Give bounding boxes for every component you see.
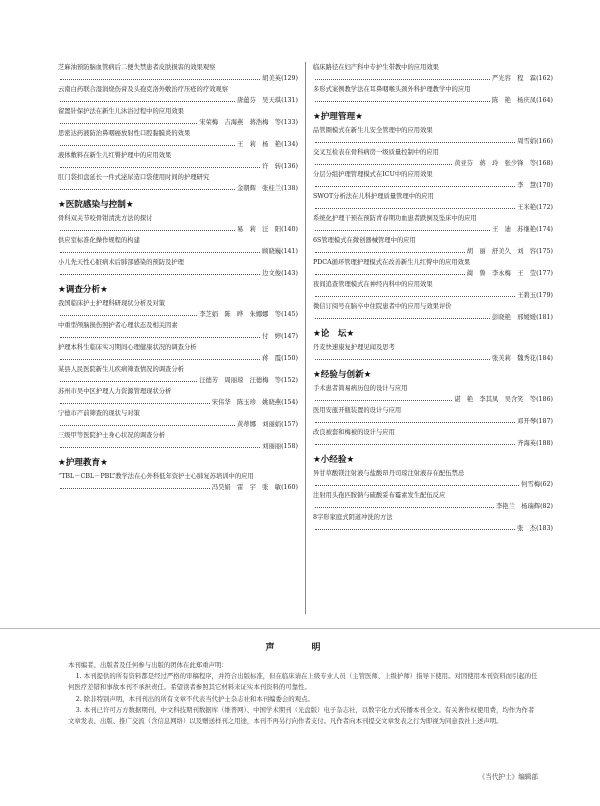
dot-leader bbox=[315, 79, 490, 80]
declaration-title: 声 明 bbox=[265, 643, 335, 653]
article-authors: 何雪梅 bbox=[521, 481, 541, 488]
article-title: 异甘草酸镁注射液与盐酸昂丹司琼注射液存在配伍禁忌 bbox=[313, 470, 465, 477]
leader-line bbox=[58, 397, 298, 408]
dot-leader bbox=[315, 274, 465, 275]
toc-entry[interactable] bbox=[313, 147, 553, 169]
toc-entry[interactable] bbox=[313, 125, 553, 147]
page-number: (62) bbox=[540, 481, 553, 488]
dot-leader bbox=[60, 425, 235, 426]
page-number: (145) bbox=[281, 311, 298, 318]
article-authors: 王 迪 苏继艳 bbox=[491, 226, 537, 233]
article-title: 多形式案例教学法在耳鼻咽喉头颈外科护理教学中的应用 bbox=[313, 86, 471, 93]
toc-entry[interactable] bbox=[58, 235, 298, 257]
article-title: 8字形家庭式阴道冲洗的方法 bbox=[313, 514, 393, 521]
leader-line bbox=[58, 482, 298, 493]
toc-entry[interactable] bbox=[58, 320, 298, 342]
page-number: (129) bbox=[281, 75, 298, 82]
section-heading: ★护理教育★ bbox=[58, 458, 108, 468]
dot-leader bbox=[60, 123, 197, 124]
page-number: (147) bbox=[281, 333, 298, 340]
leader-line bbox=[58, 95, 298, 106]
page-number: (172) bbox=[536, 204, 553, 211]
article-title: 微信订阅号在脑卒中住院患者中的应用与效果评价 bbox=[313, 303, 452, 310]
page-number: (150) bbox=[281, 355, 298, 362]
leader-line bbox=[58, 73, 298, 84]
article-title: 夜间追查管理模式在神经内科中的应用效果 bbox=[313, 281, 433, 288]
leader-line bbox=[313, 353, 553, 364]
toc-entry[interactable] bbox=[313, 490, 553, 512]
article-title: 我国临床护士护理科研现状分析及对策 bbox=[58, 300, 166, 307]
leader-line bbox=[58, 419, 298, 430]
toc-entry[interactable] bbox=[58, 471, 298, 493]
toc-entry[interactable] bbox=[313, 235, 553, 257]
declaration-divider bbox=[0, 628, 600, 629]
article-title: PDCA循环管理护理模式在改善新生儿红臀中的应用效果 bbox=[313, 259, 471, 266]
toc-right-column bbox=[313, 62, 553, 534]
article-title: 三级甲等医院护士身心状况的调查分析 bbox=[58, 432, 166, 439]
dot-leader bbox=[60, 167, 260, 168]
article-title: 交叉互检表在骨科病房一级质量控制中的应用 bbox=[313, 149, 439, 156]
toc-entry[interactable] bbox=[313, 62, 553, 84]
dot-leader bbox=[60, 447, 260, 448]
article-title: 手术患者简易病历包的设计与应用 bbox=[313, 385, 408, 392]
page-number: (170) bbox=[536, 182, 553, 189]
toc-entry[interactable] bbox=[313, 405, 553, 427]
page-number: (133) bbox=[281, 119, 298, 126]
dot-leader bbox=[60, 252, 260, 253]
toc-entry[interactable] bbox=[58, 150, 298, 172]
article-authors: 宋伟华 陈玉珍 姚晓燕 bbox=[211, 399, 282, 406]
toc-entry[interactable] bbox=[58, 364, 298, 386]
toc-entry[interactable] bbox=[313, 512, 553, 534]
article-title: 小儿先天性心脏病术后肺部感染的预防及护理 bbox=[58, 259, 184, 266]
page-number: (188) bbox=[536, 440, 553, 447]
page-number: (186) bbox=[536, 396, 553, 403]
leader-line bbox=[58, 353, 298, 364]
article-authors: 易 莉 汪 阳 bbox=[236, 226, 282, 233]
page-number: (187) bbox=[536, 418, 553, 425]
article-authors: 许 转 bbox=[262, 163, 282, 170]
article-authors: 蒋 霞 bbox=[262, 355, 282, 362]
dot-leader bbox=[315, 186, 515, 187]
toc-entry[interactable] bbox=[313, 468, 553, 490]
article-authors: 李芝娟 陈 晔 朱娜娜 等 bbox=[199, 311, 282, 318]
article-authors: 宋荣梅 吉海燕 蒋浩梅 等 bbox=[199, 119, 282, 126]
article-title: 留置针保护法在新生儿沐浴过程中的应用效果 bbox=[58, 108, 184, 115]
leader-line bbox=[58, 309, 298, 320]
page-number: (157) bbox=[281, 421, 298, 428]
section-heading: ★经验与创新★ bbox=[313, 370, 372, 380]
leader-line bbox=[313, 158, 553, 169]
article-authors: 胡美英 bbox=[262, 75, 282, 82]
leader-line bbox=[313, 438, 553, 449]
article-title: 改良被套和梅被的设计与应用 bbox=[313, 429, 395, 436]
leader-line bbox=[313, 268, 553, 279]
article-authors: 刘丽丽 bbox=[262, 443, 282, 450]
toc-entry[interactable] bbox=[58, 386, 298, 408]
toc-entry[interactable] bbox=[313, 169, 553, 191]
toc-left-column bbox=[58, 62, 298, 493]
page-number: (82) bbox=[540, 503, 553, 510]
page-number: (174) bbox=[536, 226, 553, 233]
section-heading: ★小经验★ bbox=[313, 455, 355, 465]
declaration-item: 3. 本刊已许可万方数据期刊、中文科技期刊数据库（维普网）、中国学术期刊（光盘版）电子杂志社，以数字化方式传播本刊全文。有关著作权使用费，均作为作者文章发表、出版、推广交流（含信息网络）以及赠送样刊之用途，本刊不再另行向作者支付。凡作者向本刊提交文章发表之行为即视为同意我社上述声明。 bbox=[68, 705, 535, 726]
page-number: (177) bbox=[536, 270, 553, 277]
dot-leader bbox=[315, 359, 490, 360]
dot-leader bbox=[315, 208, 515, 209]
article-authors: 王碧玉 bbox=[517, 292, 537, 299]
section-heading: ★医院感染与控制★ bbox=[58, 200, 134, 210]
article-authors: 边文俊 bbox=[262, 270, 282, 277]
declaration-item: 2. 除非特别声明，本刊刊出的所有文章不代表当代护士杂志社和本刊编委会的观点。 bbox=[75, 694, 314, 703]
leader-line bbox=[58, 117, 298, 128]
dot-leader bbox=[60, 359, 260, 360]
article-title: 医用安瓿开瓶装置的设计与应用 bbox=[313, 407, 402, 414]
page-number: (143) bbox=[281, 270, 298, 277]
dot-leader bbox=[60, 189, 235, 190]
leader-line bbox=[313, 416, 553, 427]
article-authors: 胡 丽 舒美久 刘 容 bbox=[466, 248, 537, 255]
page-number: (168) bbox=[536, 160, 553, 167]
page-number: (140) bbox=[281, 226, 298, 233]
article-title: 芝麻油预防脑血管病后二便失禁患者皮肤损害的效果观察 bbox=[58, 64, 216, 71]
article-title: 苏州市吴中区护理人力资源管理现状分析 bbox=[58, 388, 172, 395]
article-title: 某县人民医院新生儿疾病筛查情况的调查分析 bbox=[58, 366, 184, 373]
article-title: 注射用头孢匹胺钠与硫酸妥布霉素发生配伍反应 bbox=[313, 492, 446, 499]
toc-entry[interactable] bbox=[313, 257, 553, 279]
leader-line bbox=[313, 394, 553, 405]
article-authors: 邓开琴 bbox=[517, 418, 537, 425]
article-authors: 金朝辉 张桂兰 bbox=[236, 185, 282, 192]
page-number: (175) bbox=[536, 248, 553, 255]
article-title: 中重型颅脑损伤照护者心理状态及相关因素 bbox=[58, 322, 178, 329]
dot-leader bbox=[60, 101, 235, 102]
dot-leader bbox=[315, 230, 490, 231]
toc-entry[interactable] bbox=[313, 84, 553, 106]
dot-leader bbox=[315, 507, 494, 508]
leader-line bbox=[58, 246, 298, 257]
page-number: (166) bbox=[536, 138, 553, 145]
toc-entry[interactable] bbox=[58, 298, 298, 320]
article-title: 丹麦快速康复护理见闻及思考 bbox=[313, 344, 395, 351]
page-number: (141) bbox=[281, 248, 298, 255]
leader-line bbox=[313, 312, 553, 323]
dot-leader bbox=[60, 145, 235, 146]
page-number: (131) bbox=[281, 97, 298, 104]
declaration-intro: 本刊编者、出版者及任何参与出版的团体在此郑重声明： bbox=[68, 661, 228, 669]
article-title: “TBL－CBL－PBL”教学法在心外科低年资护士心肺复苏培训中的应用 bbox=[58, 473, 254, 480]
toc-entry[interactable] bbox=[313, 279, 553, 301]
leader-line bbox=[313, 246, 553, 257]
dot-leader bbox=[315, 444, 515, 445]
leader-line bbox=[313, 290, 553, 301]
article-authors: 李艳兰 杨瑞辉 bbox=[495, 503, 541, 510]
article-title: 液体敷料在新生儿红臀护理中的应用效果 bbox=[58, 152, 172, 159]
article-authors: 齐海英 bbox=[517, 440, 537, 447]
section-heading: ★论 坛★ bbox=[313, 329, 355, 339]
page-number: (181) bbox=[536, 314, 553, 321]
leader-line bbox=[58, 441, 298, 452]
toc-entry[interactable] bbox=[313, 301, 553, 323]
dot-leader bbox=[60, 79, 260, 80]
article-authors: 冯昊娟 雷 宇 张 敏 bbox=[211, 484, 282, 491]
leader-line bbox=[313, 224, 553, 235]
article-authors: 王米艳 bbox=[517, 204, 537, 211]
article-authors: 谌 艳 李其凤 吴含笑 等 bbox=[454, 396, 537, 403]
article-title: 临床路径在妇产科中专护生带教中的应用效果 bbox=[313, 64, 439, 71]
toc-entry[interactable] bbox=[58, 257, 298, 279]
article-authors: 黄蒂娜 刘丽娟 bbox=[236, 421, 282, 428]
article-title: 云南白药联合湿润烧伤膏及头孢克洛外敷治疗压疮的疗效观察 bbox=[58, 86, 229, 93]
article-title: 宁德市产前筛查的现状与对策 bbox=[58, 410, 140, 417]
toc-entry[interactable] bbox=[58, 84, 298, 106]
section-heading: ★调查分析★ bbox=[58, 285, 108, 295]
leader-line bbox=[58, 224, 298, 235]
leader-line bbox=[58, 183, 298, 194]
article-authors: 汪德芳 周丽琼 汪德梅 等 bbox=[199, 377, 282, 384]
article-title: 骨科双关节咬骨钳清洗方法的探讨 bbox=[58, 215, 153, 222]
page-number: (154) bbox=[281, 399, 298, 406]
article-authors: 张 杰 bbox=[517, 525, 537, 532]
dot-leader bbox=[315, 296, 515, 297]
page-number: (134) bbox=[281, 141, 298, 148]
article-title: 分层分组护理管理模式在ICU中的应用效果 bbox=[313, 171, 433, 178]
article-authors: 李 慧 bbox=[517, 182, 537, 189]
article-authors: 彭晓艳 邢媛媛 bbox=[491, 314, 537, 321]
dot-leader bbox=[60, 230, 235, 231]
leader-line bbox=[58, 139, 298, 150]
article-title: 思密达药液防治鼻咽癌放射性口腔黏膜炎的效果 bbox=[58, 130, 191, 137]
leader-line bbox=[313, 73, 553, 84]
dot-leader bbox=[315, 101, 490, 102]
article-title: 品管圈模式在新生儿安全管理中的应用效果 bbox=[313, 127, 433, 134]
toc-entry[interactable] bbox=[313, 342, 553, 364]
article-title: 6S管理模式在微创器械管理中的应用 bbox=[313, 237, 416, 244]
leader-line bbox=[313, 523, 553, 534]
dot-leader bbox=[315, 400, 452, 401]
dot-leader bbox=[315, 252, 465, 253]
dot-leader bbox=[315, 422, 515, 423]
article-authors: 张芙莉 魏秀花 bbox=[491, 355, 537, 362]
article-authors: 王 莉 杨 艳 bbox=[236, 141, 282, 148]
page-number: (162) bbox=[536, 75, 553, 82]
dot-leader bbox=[60, 274, 260, 275]
toc-entry[interactable] bbox=[58, 430, 298, 452]
article-authors: 付 婷 bbox=[262, 333, 282, 340]
toc-entry[interactable] bbox=[58, 408, 298, 430]
section-heading: ★护理管理★ bbox=[313, 112, 363, 122]
toc-entry[interactable] bbox=[313, 213, 553, 235]
leader-line bbox=[313, 136, 553, 147]
page-number: (158) bbox=[281, 443, 298, 450]
dot-leader bbox=[60, 337, 260, 338]
toc-entry[interactable] bbox=[313, 191, 553, 213]
page-number: (138) bbox=[281, 185, 298, 192]
leader-line bbox=[313, 501, 553, 512]
article-authors: 唐蕴芬 吴天琪 bbox=[236, 97, 282, 104]
toc-entry[interactable] bbox=[58, 106, 298, 128]
dot-leader bbox=[315, 485, 519, 486]
page-number: (164) bbox=[536, 97, 553, 104]
article-title: SWOT分析法在儿科护理质量管理中的应用 bbox=[313, 193, 434, 200]
page-number: (179) bbox=[536, 292, 553, 299]
article-title: 供应室标准化操作规程的构建 bbox=[58, 237, 140, 244]
dot-leader bbox=[60, 315, 197, 316]
article-authors: 严光容 程 霖 bbox=[491, 75, 537, 82]
dot-leader bbox=[315, 164, 452, 165]
toc-entry[interactable] bbox=[58, 342, 298, 364]
declaration-signature: 《当代护士》编辑部 bbox=[478, 773, 538, 781]
toc-entry[interactable] bbox=[58, 213, 298, 235]
dot-leader bbox=[315, 142, 515, 143]
leader-line bbox=[313, 180, 553, 191]
article-authors: 陈 艳 杨庆凤 bbox=[491, 97, 537, 104]
article-authors: 周雪娟 bbox=[517, 138, 537, 145]
toc-entry[interactable] bbox=[58, 172, 298, 194]
dot-leader bbox=[60, 403, 210, 404]
toc-entry[interactable] bbox=[58, 62, 298, 84]
dot-leader bbox=[315, 318, 490, 319]
toc-entry[interactable] bbox=[58, 128, 298, 150]
toc-entry[interactable] bbox=[313, 427, 553, 449]
leader-line bbox=[313, 95, 553, 106]
leader-line bbox=[58, 375, 298, 386]
page-number: (152) bbox=[281, 377, 298, 384]
dot-leader bbox=[60, 381, 197, 382]
page-number: (184) bbox=[536, 355, 553, 362]
table-of-contents bbox=[58, 62, 558, 622]
toc-entry[interactable] bbox=[313, 383, 553, 405]
article-authors: 黄亚芬 蒋 玲 张少锋 等 bbox=[454, 160, 537, 167]
leader-line bbox=[313, 479, 553, 490]
declaration-item: 1. 本刊提供的所有资料都是经过严格的审稿程序，并符合出版标准，但在临床请在上级专业人员（主管医师、上级护师）指导下使用。对因使用本刊资料而引起的任何医疗差错和事故本刊不承担责任。希望读者参照其它材料来证实本刊资料的可靠性。 bbox=[68, 672, 538, 692]
page-number: (160) bbox=[281, 484, 298, 491]
article-title: 护理本科生临床实习期间心理健康状况的调查分析 bbox=[58, 344, 197, 351]
leader-line bbox=[58, 268, 298, 279]
column-divider bbox=[305, 62, 306, 614]
dot-leader bbox=[60, 488, 210, 489]
article-authors: 蔺 鲁 李永梅 王 莹 bbox=[466, 270, 537, 277]
article-title: 肛门袋扣盘延长一件式泌尿造口袋使用时间的护理研究 bbox=[58, 174, 210, 181]
page-number: (183) bbox=[536, 525, 553, 532]
article-authors: 顾晓巍 bbox=[262, 248, 282, 255]
dot-leader bbox=[315, 529, 515, 530]
leader-line bbox=[58, 161, 298, 172]
article-title: 系统化护理干预在预防青春期功血患者跌倒及坠床中的应用 bbox=[313, 215, 477, 222]
page-number: (136) bbox=[281, 163, 298, 170]
leader-line bbox=[313, 202, 553, 213]
declaration-body bbox=[68, 660, 538, 727]
leader-line bbox=[58, 331, 298, 342]
